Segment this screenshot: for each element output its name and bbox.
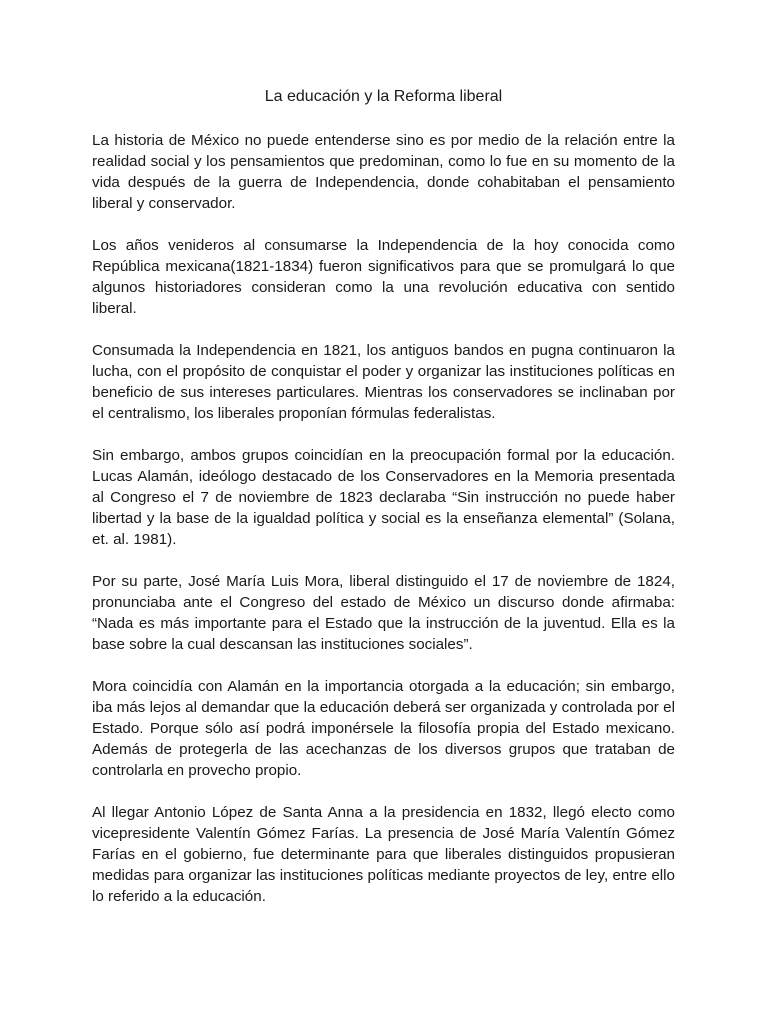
document-body — [92, 130, 675, 928]
paragraph-1: La historia de México no puede entenderse sino es por medio de la relación entre la realidad social y los pensamientos que predominan, como lo fue en su momento de la vida después de la guerra de Independencia, donde cohabitaban el pensamiento liberal y conservador. — [92, 132, 675, 212]
paragraph-6: Mora coincidía con Alamán en la importancia otorgada a la educación; sin embargo, iba más lejos al demandar que la educación deberá ser organizada y controlada por el Estado. Porque sólo así podrá imponérsele la filosofía propia del Estado mexicano. Además de protegerla de las acechanzas de los diversos grupos que trataban de controlarla en provecho propio. — [92, 678, 675, 779]
paragraph-3: Consumada la Independencia en 1821, los antiguos bandos en pugna continuaron la lucha, con el propósito de conquistar el poder y organizar las instituciones políticas en beneficio de sus intereses particulares. Mientras los conservadores se inclinaban por el centralismo, los liberales proponían fórmulas federalistas. — [92, 342, 675, 422]
paragraph-7: Al llegar Antonio López de Santa Anna a la presidencia en 1832, llegó electo como vicepresidente Valentín Gómez Farías. La presencia de José María Valentín Gómez Farías en el gobierno, fue determinante para que liberales distinguidos propusieran medidas para organizar las instituciones políticas mediante proyectos de ley, entre ello lo referido a la educación. — [92, 804, 675, 905]
paragraph-2: Los años venideros al consumarse la Independencia de la hoy conocida como República mexicana(1821-1834) fueron significativos para que se promulgará lo que algunos historiadores consideran como la una revolución educativa con sentido liberal. — [92, 237, 675, 317]
paragraph-5: Por su parte, José María Luis Mora, liberal distinguido el 17 de noviembre de 1824, pronunciaba ante el Congreso del estado de México un discurso donde afirmaba: “Nada es más importante para el Estado que la instrucción de la juventud. Ella es la base sobre la cual descansan las instituciones sociales”. — [92, 573, 675, 653]
paragraph-4: Sin embargo, ambos grupos coincidían en la preocupación formal por la educación. Lucas Alamán, ideólogo destacado de los Conservadores en la Memoria presentada al Congreso el 7 de noviembre de 1823 declaraba “Sin instrucción no puede haber libertad y la base de la igualdad política y social es la enseñanza elemental” (Solana, et. al. 1981). — [92, 447, 675, 548]
document-title: La educación y la Reforma liberal — [264, 88, 503, 105]
